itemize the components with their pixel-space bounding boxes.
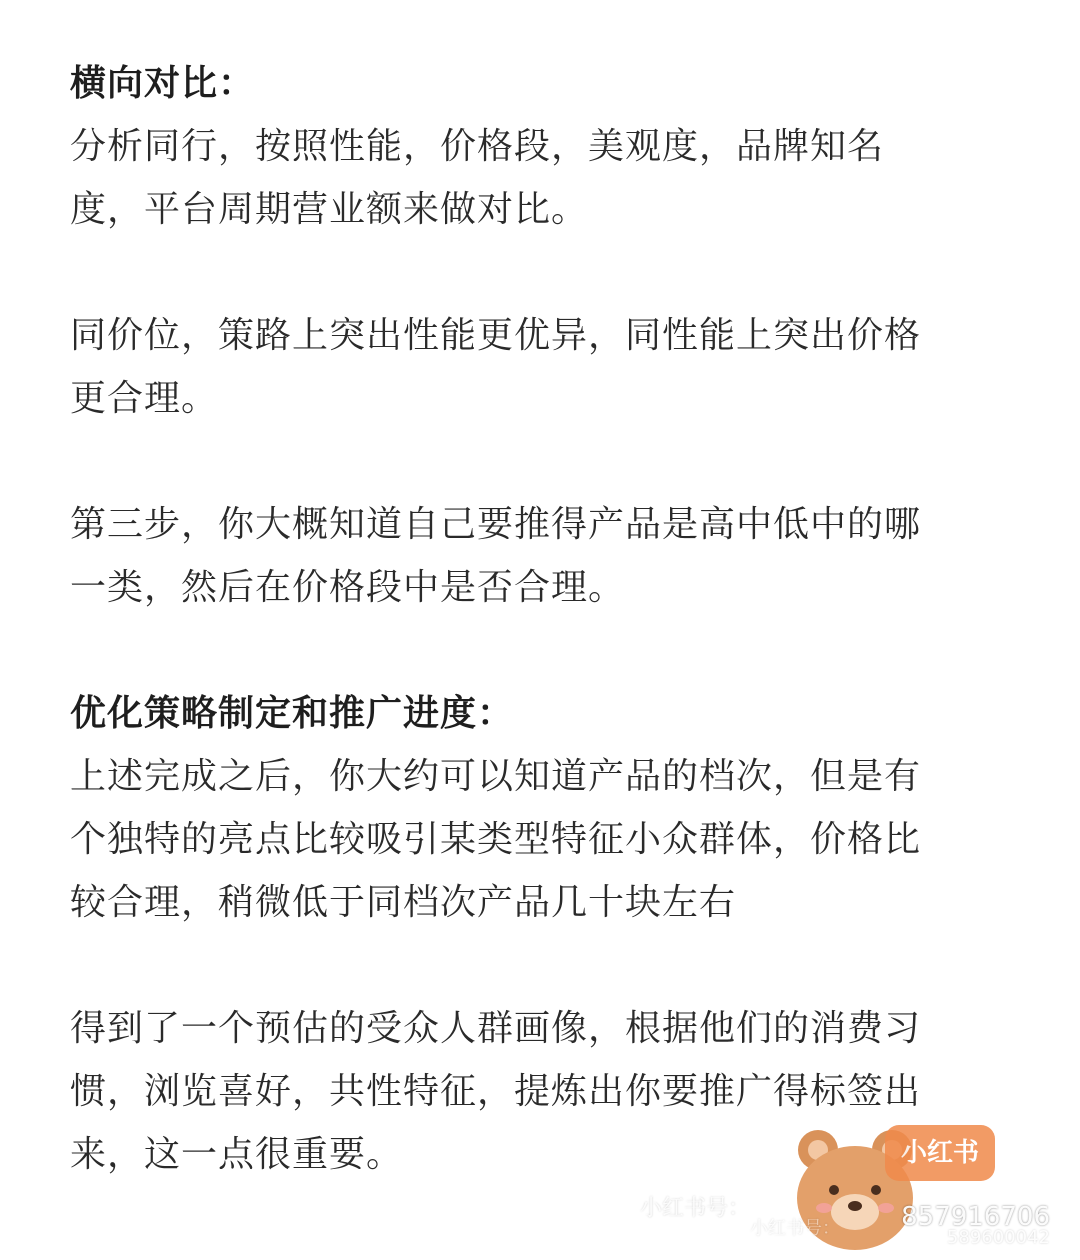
xiaohongshu-logo: 小红书 (885, 1125, 995, 1181)
paragraph-line: 同价位，策路上突出性能更优异，同性能上突出价格 (70, 315, 922, 356)
paragraph-line: 个独特的亮点比较吸引某类型特征小众群体，价格比 (70, 819, 922, 860)
paragraph-line: 来，这一点很重要。 (70, 1134, 404, 1175)
paragraph-gap (70, 934, 1010, 997)
paragraph-line: 更合理。 (70, 378, 219, 419)
paragraph-line: 一类，然后在价格段中是否合理。 (70, 567, 626, 608)
section-heading: 优化策略制定和推广进度： (70, 693, 515, 734)
watermark-label: 小红书号： (640, 1196, 751, 1221)
watermark-faint-id: 589600042 (946, 1227, 1050, 1248)
paragraph-line: 第三步，你大概知道自己要推得产品是高中低中的哪 (70, 504, 922, 545)
section-heading: 横向对比： (70, 63, 256, 104)
paragraph-line: 较合理，稍微低于同档次产品几十块左右 (70, 882, 737, 923)
paragraph-gap (70, 430, 1010, 493)
paragraph-gap (70, 619, 1010, 682)
paragraph-line: 分析同行，按照性能，价格段，美观度，品牌知名 (70, 126, 885, 167)
watermark-id: 857916706 (901, 1202, 1050, 1232)
paragraph-line: 得到了一个预估的受众人群画像，根据他们的消费习 (70, 1008, 922, 1049)
paragraph-line: 度，平台周期营业额来做对比。 (70, 189, 589, 230)
watermark-faint-label: 小红书号： (750, 1218, 840, 1239)
watermark (640, 1120, 1050, 1250)
document-body (70, 52, 1010, 1186)
paragraph-line: 上述完成之后，你大约可以知道产品的档次，但是有 (70, 756, 922, 797)
paragraph-gap (70, 241, 1010, 304)
paragraph-line: 惯，浏览喜好，共性特征，提炼出你要推广得标签出 (70, 1071, 922, 1112)
